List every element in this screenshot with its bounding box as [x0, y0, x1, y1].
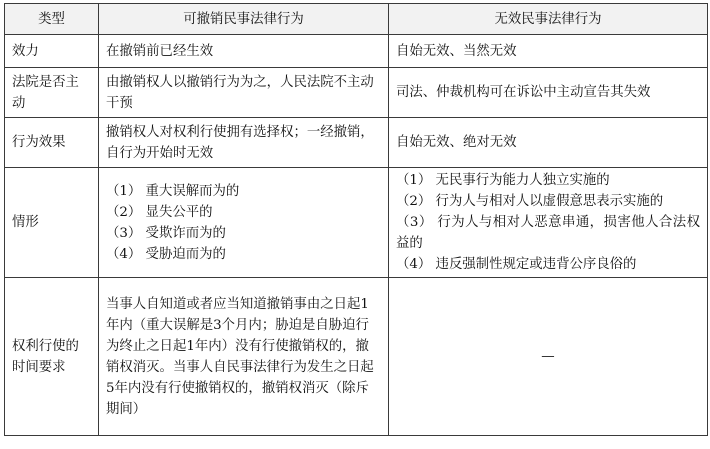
- list-item: （2） 行为人与相对人以虚假意思表示实施的: [396, 194, 664, 209]
- list-item: （2） 显失公平的: [106, 204, 213, 220]
- list-item: （1） 重大误解而为的: [106, 183, 240, 199]
- table-row: [5, 118, 708, 168]
- list-item: （4） 违反强制性规定或违背公序良俗的: [396, 257, 637, 272]
- revocable-cell: 由撤销权人以撤销行为为之，人民法院不主动干预: [99, 68, 389, 118]
- revocable-list-cell: [99, 168, 389, 278]
- invalid-cell: —: [389, 278, 708, 436]
- revocable-cell: 在撤销前已经生效: [99, 35, 389, 68]
- invalid-cell: 自始无效、绝对无效: [389, 118, 708, 168]
- header-revocable: 可撤销民事法律行为: [99, 4, 389, 35]
- list-item: （4） 受胁迫而为的: [106, 246, 226, 262]
- row-type-cell: 法院是否主动: [5, 68, 99, 118]
- header-row: [5, 4, 708, 35]
- comparison-table: [4, 3, 708, 436]
- table-row: [5, 68, 708, 118]
- revocable-cell: 当事人自知道或者应当知道撤销事由之日起1年内（重大误解是3个月内；胁迫是自胁迫行为终止之日起1年内）没有行使撤销权的，撤销权消灭。当事人自民事法律行为发生之日起5年内没有行使撤销权的，撤销权消灭（除斥期间）: [99, 278, 389, 436]
- list-item: （3） 行为人与相对人恶意串通，损害他人合法权益的: [396, 215, 700, 251]
- table-row: [5, 35, 708, 68]
- list-item: （3） 受欺诈而为的: [106, 225, 226, 241]
- header-type: 类型: [5, 4, 99, 35]
- header-invalid: 无效民事法律行为: [389, 4, 708, 35]
- table-row: [5, 168, 708, 278]
- row-type-cell: 效力: [5, 35, 99, 68]
- table-row: [5, 278, 708, 436]
- revocable-cell: 撤销权人对权利行使拥有选择权；一经撤销，自行为开始时无效: [99, 118, 389, 168]
- list-item: （1） 无民事行为能力人独立实施的: [396, 173, 610, 188]
- row-type-cell: 权利行使的时间要求: [5, 278, 99, 436]
- row-type-cell: 行为效果: [5, 118, 99, 168]
- row-type-cell: 情形: [5, 168, 99, 278]
- invalid-cell: 自始无效、当然无效: [389, 35, 708, 68]
- invalid-cell: 司法、仲裁机构可在诉讼中主动宣告其失效: [389, 68, 708, 118]
- invalid-list-cell: [389, 168, 708, 278]
